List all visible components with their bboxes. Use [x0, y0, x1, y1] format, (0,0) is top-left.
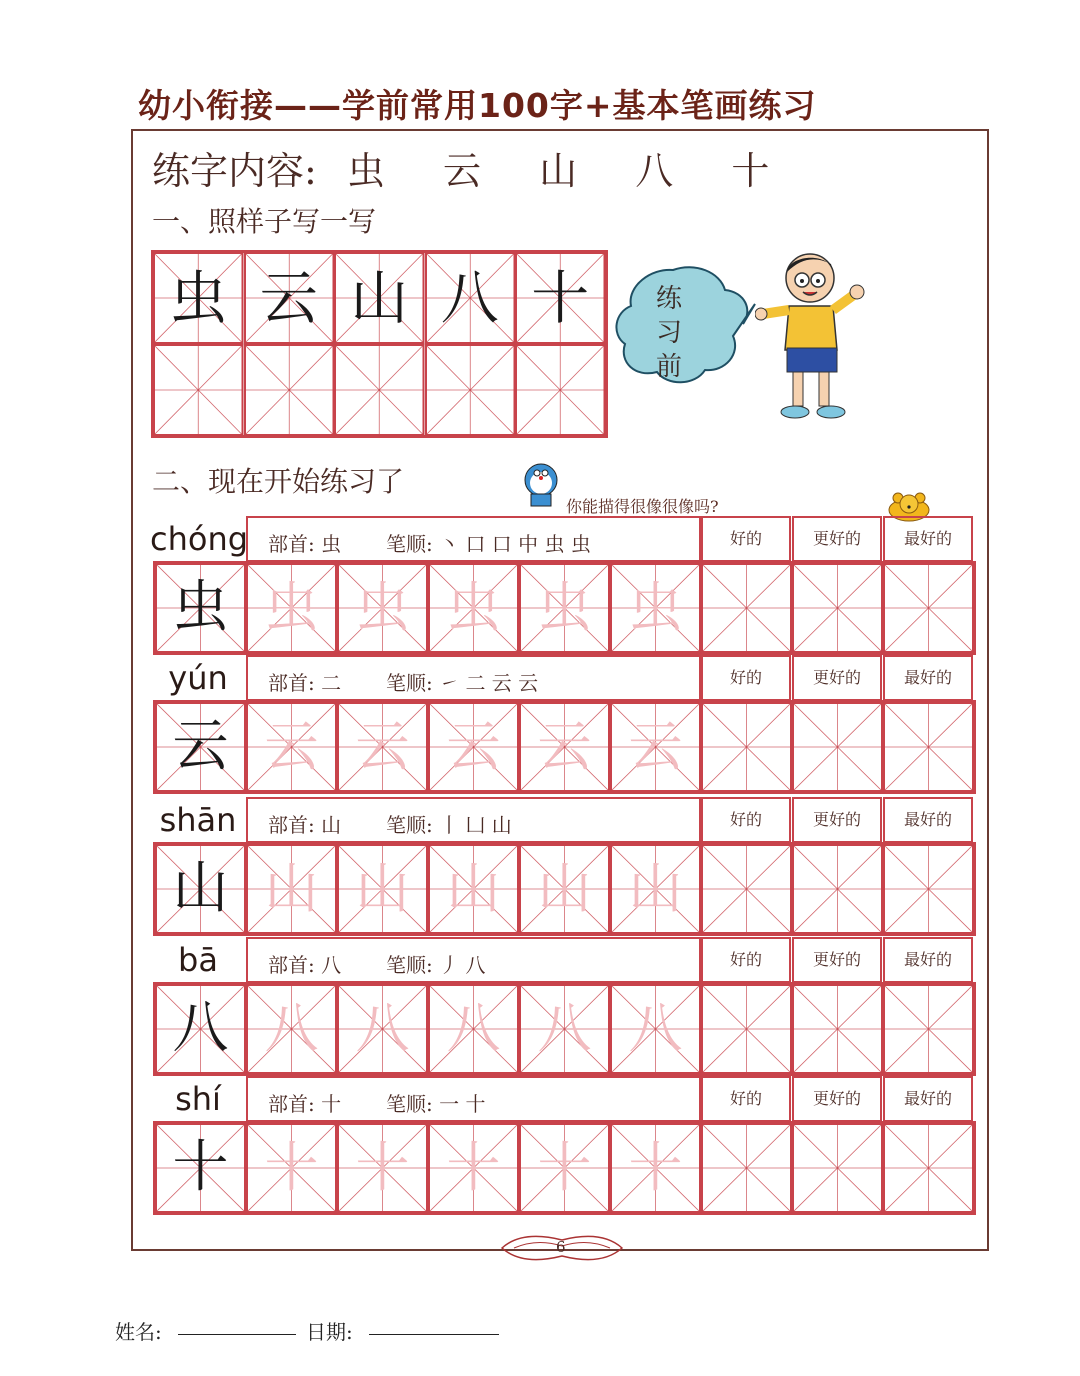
- radical-label: 部首: 山: [268, 813, 342, 837]
- rating-label: 最好的: [883, 937, 973, 983]
- grid-character: 十: [264, 1136, 319, 1199]
- sample-grid-border: [151, 250, 608, 438]
- grid-character: 八: [172, 996, 229, 1061]
- page-number: 6: [556, 1238, 566, 1256]
- grid-character: 山: [355, 857, 410, 920]
- rating-label: 好的: [701, 797, 791, 843]
- grid-character: 山: [350, 264, 409, 332]
- grid-character: 山: [264, 857, 319, 920]
- rating-label: 更好的: [792, 1076, 882, 1122]
- stroke-order-label: 笔顺: 一 十: [386, 1092, 486, 1116]
- rating-label: 更好的: [792, 516, 882, 562]
- practice-char: 云: [443, 149, 482, 193]
- grid-character: 八: [440, 264, 499, 332]
- radical-label: 部首: 虫: [268, 532, 342, 556]
- stroke-info-bar: [246, 516, 701, 562]
- practice-row-border: [153, 1121, 976, 1215]
- rating-label: 好的: [701, 516, 791, 562]
- name-label: 姓名:: [115, 1320, 162, 1344]
- rating-label: 最好的: [883, 516, 973, 562]
- grid-character: 山: [537, 857, 592, 920]
- grid-character: 山: [172, 856, 229, 921]
- grid-character: 十: [628, 1136, 683, 1199]
- stroke-order-label: 笔顺: 丨 凵 山: [386, 813, 512, 837]
- grid-character: 山: [446, 857, 501, 920]
- stroke-info-bar: [246, 937, 701, 983]
- bubble-text: 练习前: [656, 284, 683, 382]
- practice-row-border: [153, 982, 976, 1076]
- grid-character: 虫: [355, 576, 410, 639]
- grid-character: 八: [628, 997, 683, 1060]
- grid-character: 十: [531, 264, 590, 332]
- grid-character: 虫: [264, 576, 319, 639]
- grid-character: 山: [628, 857, 683, 920]
- section-one-heading: 一、照样子写一写: [152, 205, 377, 238]
- practice-char: 十: [731, 149, 770, 193]
- pinyin-label: yún: [168, 659, 228, 697]
- stroke-order-label: 笔顺: 丶 口 口 中 虫 虫: [386, 532, 591, 556]
- rating-label: 最好的: [883, 1076, 973, 1122]
- practice-content-label: 练字内容:: [152, 149, 317, 193]
- grid-character: 虫: [628, 576, 683, 639]
- pinyin-label: chóng: [150, 520, 249, 558]
- practice-content: [152, 140, 815, 195]
- grid-character: 十: [355, 1136, 410, 1199]
- grid-character: 云: [355, 715, 410, 778]
- thought-bubble-icon: [615, 262, 760, 392]
- grid-character: 十: [172, 1135, 229, 1200]
- practice-row-border: [153, 700, 976, 794]
- grid-character: 十: [537, 1136, 592, 1199]
- pinyin-label: shí: [175, 1080, 221, 1118]
- page-title: 幼小衔接——学前常用100字+基本笔画练习: [138, 86, 817, 125]
- grid-character: 云: [264, 715, 319, 778]
- cartoon-boy-icon: [755, 250, 875, 430]
- grid-character: 虫: [446, 576, 501, 639]
- practice-row-border: [153, 842, 976, 936]
- date-label: 日期:: [306, 1320, 353, 1344]
- practice-char: 虫: [346, 149, 385, 193]
- date-field[interactable]: [369, 1334, 499, 1335]
- pinyin-label: shān: [159, 801, 237, 839]
- radical-label: 部首: 八: [268, 953, 342, 977]
- rating-label: 好的: [701, 655, 791, 701]
- grid-character: 云: [628, 715, 683, 778]
- rating-label: 最好的: [883, 655, 973, 701]
- speech-text: 你能描得很像很像吗?: [566, 497, 719, 516]
- grid-character: 云: [259, 264, 318, 332]
- stroke-info-bar: [246, 797, 701, 843]
- rating-label: 更好的: [792, 937, 882, 983]
- section-two-heading: 二、现在开始练习了: [152, 465, 405, 498]
- rating-label: 好的: [701, 1076, 791, 1122]
- grid-character: 八: [446, 997, 501, 1060]
- grid-character: 十: [446, 1136, 501, 1199]
- pinyin-label: bā: [178, 941, 218, 979]
- rating-label: 更好的: [792, 797, 882, 843]
- stroke-order-label: 笔顺: 丿 八: [386, 953, 486, 977]
- grid-character: 云: [172, 714, 229, 779]
- stroke-order-label: 笔顺: ㇀ 二 云 云: [386, 671, 539, 695]
- radical-label: 部首: 二: [268, 671, 342, 695]
- grid-character: 八: [355, 997, 410, 1060]
- rating-label: 好的: [701, 937, 791, 983]
- practice-row-border: [153, 561, 976, 655]
- grid-character: 虫: [172, 575, 229, 640]
- grid-character: 虫: [537, 576, 592, 639]
- rating-label: 最好的: [883, 797, 973, 843]
- practice-char: 八: [635, 149, 674, 193]
- name-field[interactable]: [178, 1334, 296, 1335]
- practice-char: 山: [539, 149, 578, 193]
- grid-character: 云: [446, 715, 501, 778]
- stroke-info-bar: [246, 655, 701, 701]
- rating-label: 更好的: [792, 655, 882, 701]
- grid-character: 八: [264, 997, 319, 1060]
- radical-label: 部首: 十: [268, 1092, 342, 1116]
- grid-character: 八: [537, 997, 592, 1060]
- stroke-info-bar: [246, 1076, 701, 1122]
- doraemon-icon: [520, 462, 562, 508]
- grid-character: 虫: [169, 264, 228, 332]
- grid-character: 云: [537, 715, 592, 778]
